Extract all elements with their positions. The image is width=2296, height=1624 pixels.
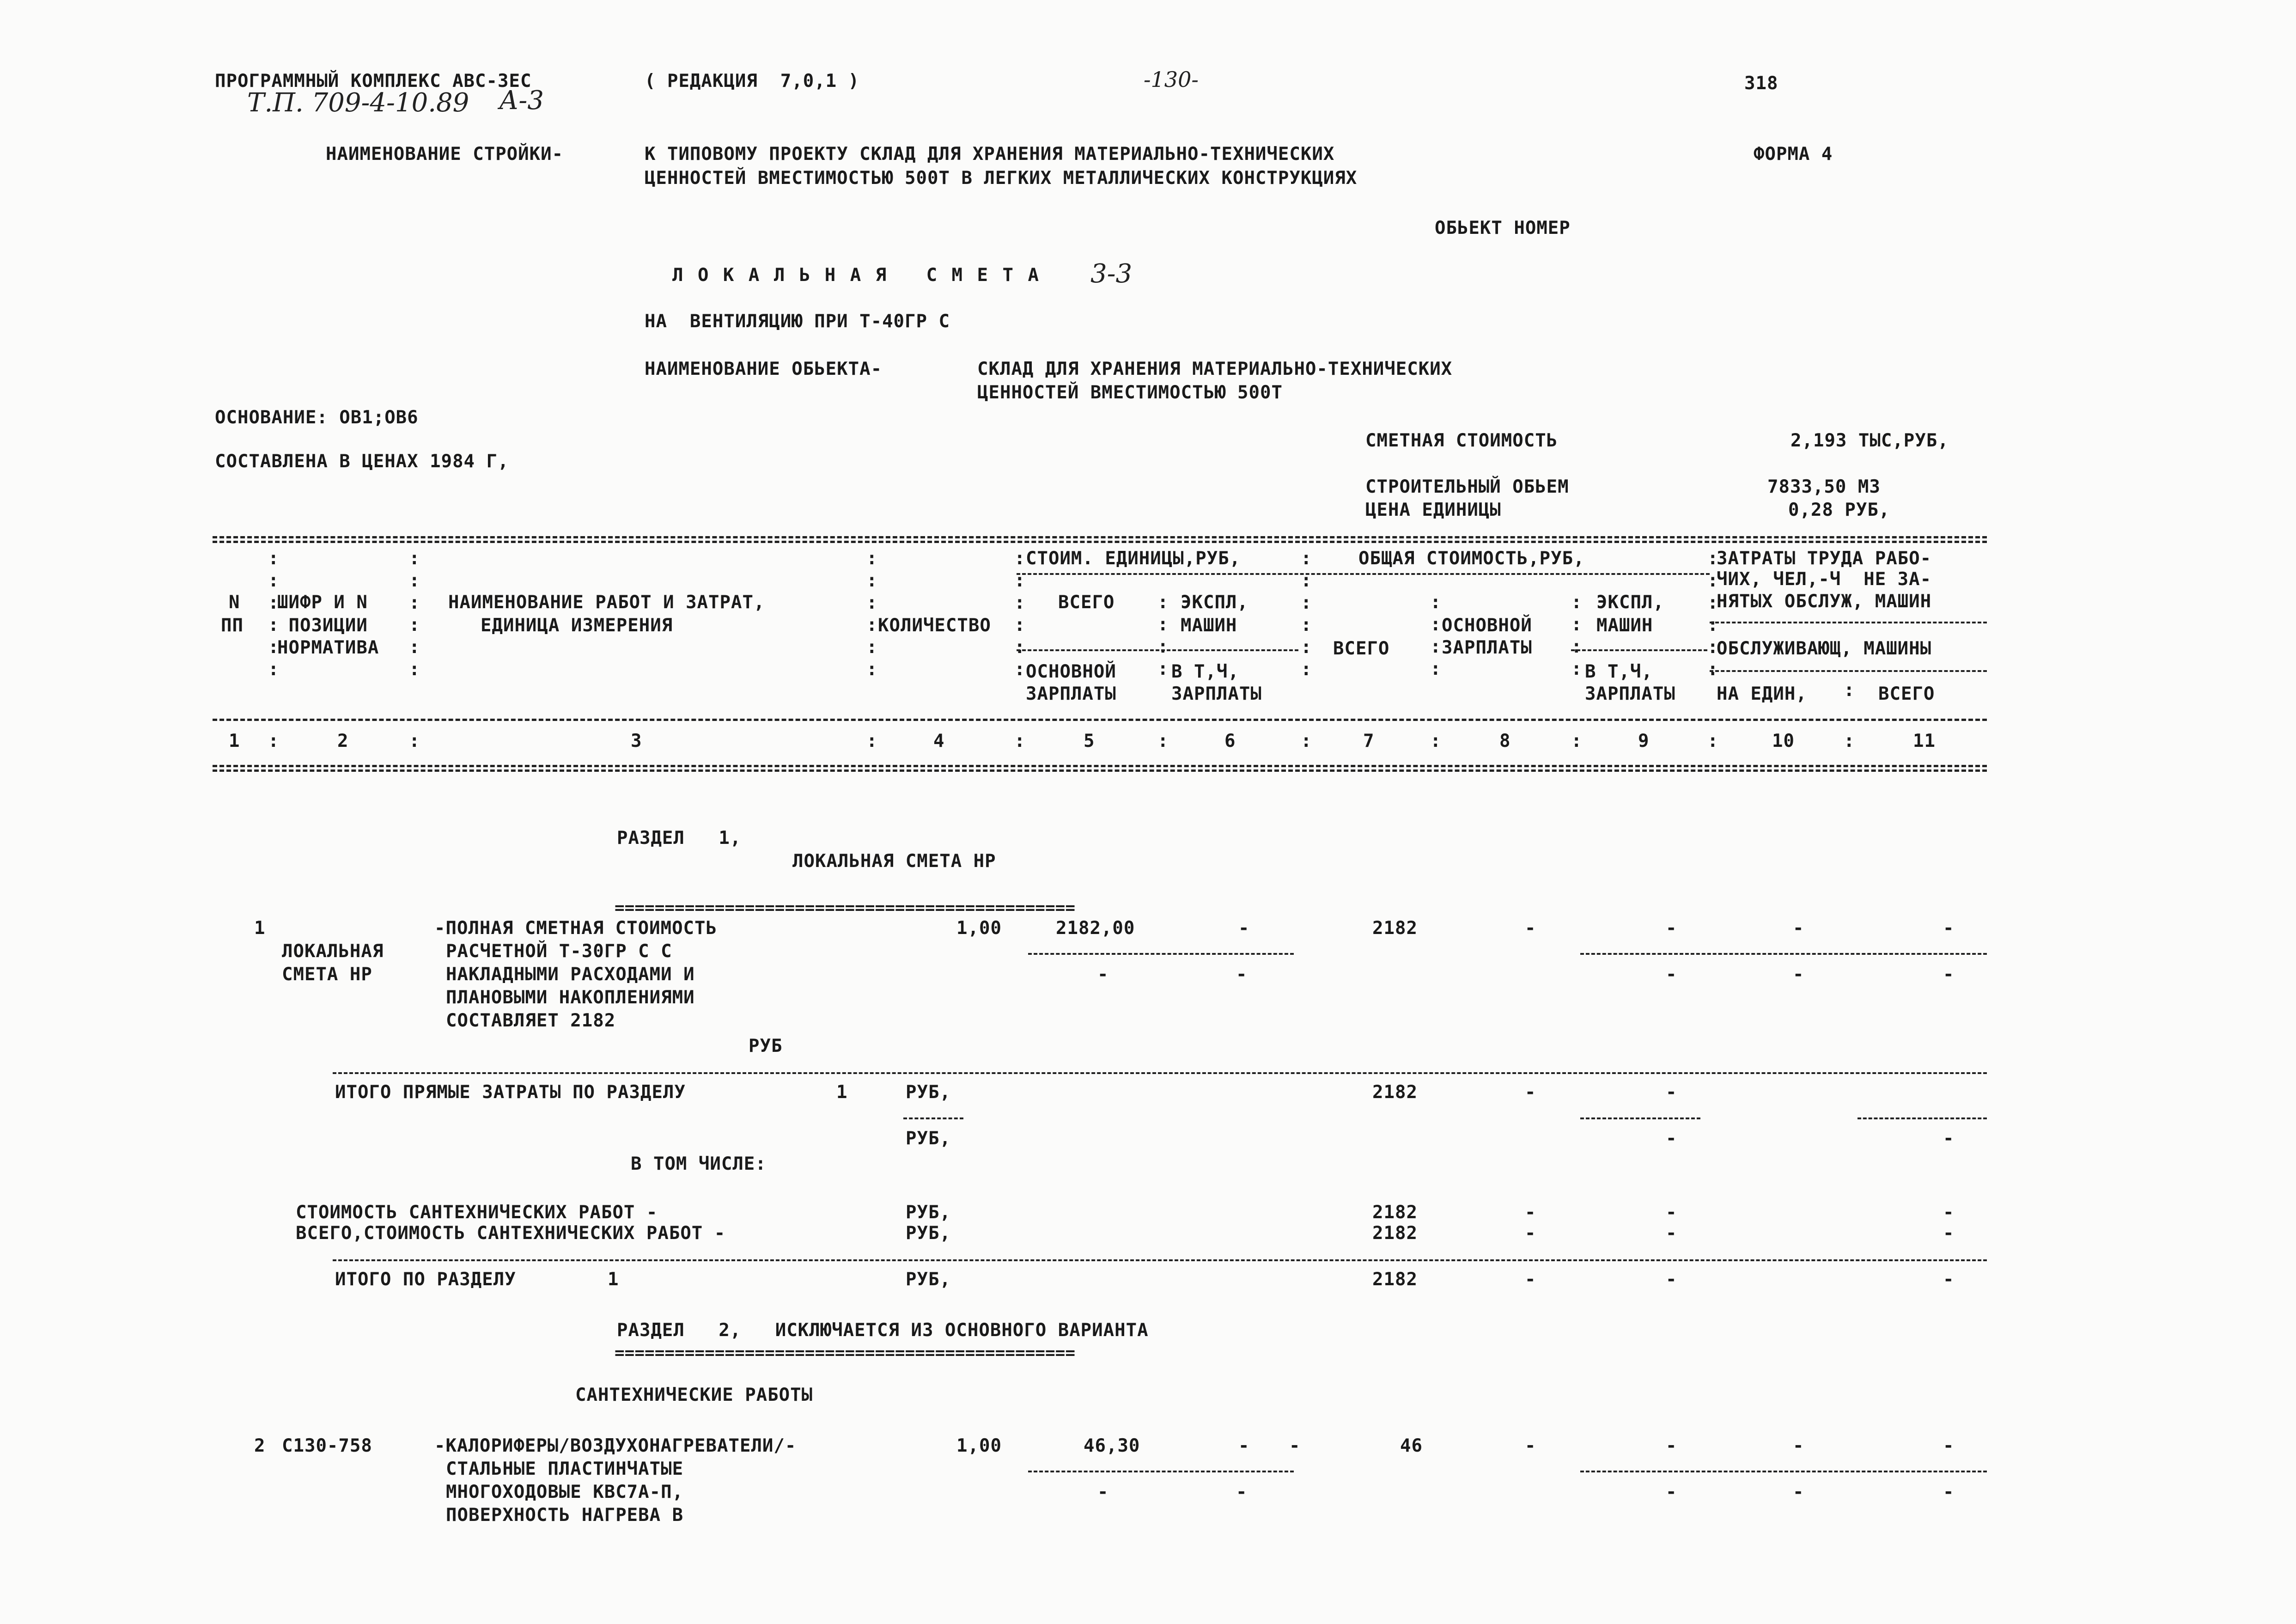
col-sep: : [1844,731,1855,751]
row1-dash: - [1525,918,1536,939]
head-col3-b: ЕДИНИЦА ИЗМЕРЕНИЯ [481,615,673,636]
head-col1-a: N [229,592,240,613]
col-number: 4 [933,731,945,751]
unit-price-value: 0,28 РУБ, [1788,500,1890,520]
head-sub-rule-3 [1710,670,1987,672]
sanit-dash: - [1525,1202,1536,1223]
row2-total: 46 [1400,1435,1423,1456]
head-col2-a: ШИФР И N [277,592,368,613]
object-line-1: СКЛАД ДЛЯ ХРАНЕНИЯ МАТЕРИАЛЬНО-ТЕХНИЧЕСКИХ [977,359,1453,379]
col-numbers-rule-2 [213,769,1987,772]
head-labor-b: ЧИХ, ЧЕЛ,-Ч НЕ ЗА- [1717,569,1932,590]
col-sep: : [1571,731,1582,751]
row2-dash: - [1289,1435,1301,1456]
head-labor-c: НЯТЫХ ОБСЛУЖ, МАШИН [1717,591,1932,612]
table-top-rule-2 [213,541,1987,543]
total-direct-dash: - [1666,1082,1677,1103]
col-sep: : : : : : : [1707,548,1718,680]
col-sep: : : : : [1571,592,1582,679]
col-sep: : [409,731,420,751]
sanit-all-value: 2182 [1372,1223,1418,1244]
row1-total: 2182 [1372,918,1418,939]
sanit-value: 2182 [1372,1202,1418,1223]
head-col3-a: НАИМЕНОВАНИЕ РАБОТ И ЗАТРАТ, [448,592,765,613]
cost-label: СМЕТНАЯ СТОИМОСТЬ [1365,430,1558,451]
head-labor-unit: НА ЕДИН, [1717,684,1807,704]
section1-total-dash: - [1525,1269,1536,1290]
row2-number: 2 [254,1435,266,1456]
section1-double-rule: ============================================== [615,898,1075,917]
head-total-cost: ОБЩАЯ СТОИМОСТЬ,РУБ, [1358,548,1585,569]
total-direct-dash: - [1525,1082,1536,1103]
head-labor-d: ОБСЛУЖИВАЮЩ, МАШИНЫ [1717,638,1932,659]
program-name: ПРОГРАММНЫЙ КОМПЛЕКС АВС-3ЕС [215,71,532,92]
row1-dash: - [1666,964,1677,985]
row2-dash: - [1793,1435,1804,1456]
row1-dash: - [1238,918,1250,939]
section1-title: РАЗДЕЛ 1, [617,828,742,849]
construction-line-1: К ТИПОВОМУ ПРОЕКТУ СКЛАД ДЛЯ ХРАНЕНИЯ МАТЕРИАЛЬНО-ТЕХНИЧЕСКИХ [645,144,1335,165]
head-total-all: ВСЕГО [1333,638,1390,659]
row1-desc-3: НАКЛАДНЫМИ РАСХОДАМИ И [446,964,695,985]
head-unit-incl-a: В Т,Ч, [1171,661,1239,682]
total-direct-rule-2 [1580,1117,1700,1119]
col-sep: : [1844,680,1855,701]
total-direct-label: ИТОГО ПРЯМЫЕ ЗАТРАТЫ ПО РАЗДЕЛУ [335,1082,686,1103]
head-total-expl-b: МАШИН [1596,615,1653,636]
row1-dash: - [1666,918,1677,939]
col-sep: : [1301,731,1312,751]
row1-number: 1 [254,918,266,939]
total-direct-rub: РУБ, [906,1082,951,1103]
row2-unit-price: 46,30 [1084,1435,1140,1456]
head-col2-c: НОРМАТИВА [277,637,379,658]
col-sep: : : : : [1157,592,1169,679]
total-direct-rule-1 [903,1117,963,1119]
sanit-all-dash: - [1943,1223,1955,1244]
total-direct-dash: - [1943,1128,1955,1149]
head-labor-total: ВСЕГО [1878,684,1935,704]
volume-value: 7833,50 М3 [1767,476,1881,497]
row1-code-2: СМЕТА НР [282,964,372,985]
col-sep: : [866,731,877,751]
head-unit-expl-a: ЭКСПЛ, [1181,592,1248,613]
col-number: 11 [1913,731,1936,751]
object-label: НАИМЕНОВАНИЕ ОБЬЕКТА- [645,359,883,379]
total-direct-value: 2182 [1372,1082,1418,1103]
object-line-2: ЦЕННОСТЕЙ ВМЕСТИМОСТЬЮ 500Т [977,382,1283,403]
row1-qty: 1,00 [956,918,1002,939]
head-total-expl-a: ЭКСПЛ, [1596,592,1664,613]
section2-title: РАЗДЕЛ 2, ИСКЛЮЧАЕТСЯ ИЗ ОСНОВНОГО ВАРИАНТА [617,1320,1149,1341]
sanit-dash: - [1943,1202,1955,1223]
col-number: 2 [337,731,349,751]
total-direct-dash: - [1666,1128,1677,1149]
total-direct-section: 1 [836,1082,848,1103]
row1-desc-5: СОСТАВЛЯЕТ 2182 [446,1010,616,1031]
col-number: 8 [1499,731,1511,751]
sanit-all-dash: - [1525,1223,1536,1244]
construction-label: НАИМЕНОВАНИЕ СТРОЙКИ- [326,144,564,165]
head-unit-incl-b: ЗАРПЛАТЫ [1171,684,1262,704]
row1-dash: - [1236,964,1248,985]
section1-total-section: 1 [608,1269,619,1290]
row1-rule-right [1580,953,1987,955]
price-base: СОСТАВЛЕНА В ЦЕНАХ 1984 Г, [215,451,509,472]
row2-desc-1: -КАЛОРИФЕРЫ/ВОЗДУХОНАГРЕВАТЕЛИ/- [434,1435,797,1456]
project-code-handwritten: Т.П. 709-4-10.89 [247,88,469,118]
row2-dash: - [1943,1482,1955,1502]
col-number: 7 [1363,731,1375,751]
head-total-incl-b: ЗАРПЛАТЫ [1585,684,1675,704]
section1-total-rub: РУБ, [906,1269,951,1290]
object-number: ОБЬЕКТ НОМЕР [1435,218,1571,238]
row1-dash: - [1793,918,1804,939]
section1-total-dash: - [1666,1269,1677,1290]
head-total-base-b: ЗАРПЛАТЫ [1442,637,1532,658]
sanit-all-label: ВСЕГО,СТОИМОСТЬ САНТЕХНИЧЕСКИХ РАБОТ - [296,1223,726,1244]
head-sub-rule [1017,573,1710,575]
row2-dash: - [1238,1435,1250,1456]
estimate-subject: НА ВЕНТИЛЯЦИЮ ПРИ Т-40ГР С [645,311,950,332]
total-direct-rub-2: РУБ, [906,1128,951,1149]
row2-dash: - [1525,1435,1536,1456]
including-label: В ТОМ ЧИСЛЕ: [631,1154,767,1174]
head-unit-rule [1017,649,1298,651]
unit-price-label: ЦЕНА ЕДИНИЦЫ [1365,500,1501,520]
head-unit-cost: СТОИМ. ЕДИНИЦЫ,РУБ, [1026,548,1241,569]
construction-line-2: ЦЕННОСТЕЙ ВМЕСТИМОСТЬЮ 500Т В ЛЕГКИХ МЕТАЛЛИЧЕСКИХ КОНСТРУКЦИЯХ [645,168,1358,189]
row1-unit: РУБ [749,1036,783,1056]
col-sep: : [1014,731,1025,751]
row2-code: С130-758 [282,1435,372,1456]
col-number: 5 [1084,731,1095,751]
col-sep: : : : : [1430,592,1441,679]
head-total-base-a: ОСНОВНОЙ [1442,615,1532,636]
col-sep: : : : : : : [1301,548,1312,680]
head-sub-rule-2 [1710,622,1987,623]
col-number: 6 [1224,731,1236,751]
edition: ( РЕДАКЦИЯ 7,0,1 ) [645,71,860,92]
estimate-number-handwritten: 3-3 [1090,259,1133,289]
row2-dash: - [1793,1482,1804,1502]
sanit-all-rub: РУБ, [906,1223,951,1244]
row2-desc-4: ПОВЕРХНОСТЬ НАГРЕВА В [446,1505,684,1526]
col-numbers-rule [213,765,1987,767]
sheet-number: 318 [1744,73,1778,94]
sanit-dash: - [1666,1202,1677,1223]
basis: ОСНОВАНИЕ: ОВ1;ОВ6 [215,407,419,428]
head-unit-all: ВСЕГО [1058,592,1115,613]
col-number: 9 [1638,731,1650,751]
head-unit-base-b: ЗАРПЛАТЫ [1026,684,1116,704]
head-labor-a: ЗАТРАТЫ ТРУДА РАБО- [1717,548,1932,569]
album-handwritten: А-3 [499,85,544,116]
col-sep: : : : : : : [866,548,877,680]
row1-code-1: ЛОКАЛЬНАЯ [282,941,384,962]
head-unit-expl-b: МАШИН [1181,615,1237,636]
sanit-rub: РУБ, [906,1202,951,1223]
head-col4: КОЛИЧЕСТВО [878,615,991,636]
row1-desc-2: РАСЧЕТНОЙ Т-30ГР С С [446,941,672,962]
col-sep: : [1707,731,1718,751]
col-number: 3 [631,731,642,751]
section1-total-label: ИТОГО ПО РАЗДЕЛУ [335,1269,516,1290]
row1-unit-price: 2182,00 [1056,918,1135,939]
section1-total-dash: - [1943,1269,1955,1290]
row1-desc-4: ПЛАНОВЫМИ НАКОПЛЕНИЯМИ [446,987,695,1008]
head-unit-base-a: ОСНОВНОЙ [1026,661,1116,682]
row1-rule [1028,953,1294,955]
row2-dash: - [1666,1482,1677,1502]
row2-dash: - [1236,1482,1248,1502]
row2-qty: 1,00 [956,1435,1002,1456]
col-number: 10 [1772,731,1795,751]
row1-dash: - [1793,964,1804,985]
row2-dash: - [1097,1482,1109,1502]
form-number: ФОРМА 4 [1754,144,1833,165]
row1-dash: - [1943,964,1955,985]
section1-total-value: 2182 [1372,1269,1418,1290]
head-total-incl-a: В Т,Ч, [1585,661,1653,682]
row2-desc-2: СТАЛЬНЫЕ ПЛАСТИНЧАТЫЕ [446,1459,684,1479]
page-mark: -130- [1144,67,1199,92]
volume-label: СТРОИТЕЛЬНЫЙ ОБЬЕМ [1365,476,1569,497]
section2-subtitle: САНТЕХНИЧЕСКИЕ РАБОТЫ [575,1385,813,1405]
table-top-rule [213,536,1987,538]
row2-rule-right [1580,1471,1987,1472]
row2-rule [1028,1471,1294,1472]
row1-dash: - [1943,918,1955,939]
col-sep: : : : : : : [409,548,420,680]
row2-desc-3: МНОГОХОДОВЫЕ КВС7А-П, [446,1482,684,1502]
section2-double-rule: ============================================== [615,1343,1075,1362]
row1-dash: - [1097,964,1109,985]
cost-value: 2,193 ТЫС,РУБ, [1791,430,1949,451]
section1-total-rule [333,1259,1987,1261]
sanit-label: СТОИМОСТЬ САНТЕХНИЧЕСКИХ РАБОТ - [296,1202,658,1223]
col-number: 1 [229,731,240,751]
row2-dash: - [1666,1435,1677,1456]
head-col1-b: ПП [221,615,244,636]
col-sep: : [1430,731,1441,751]
col-sep: : [268,731,279,751]
col-sep: : [1157,731,1169,751]
head-total-rule [1571,649,1707,651]
total-direct-rule-3 [1858,1117,1987,1119]
sanit-all-dash: - [1666,1223,1677,1244]
col-sep: : : : : : : [1014,548,1025,680]
head-col2-b: ПОЗИЦИИ [277,615,368,636]
estimate-title: Л О К А Л Ь Н А Я С М Е Т А [672,265,1041,286]
row1-desc-1: -ПОЛНАЯ СМЕТНАЯ СТОИМОСТЬ [434,918,717,939]
row2-dash: - [1943,1435,1955,1456]
section1-subtitle: ЛОКАЛЬНАЯ СМЕТА НР [792,851,996,872]
section1-total-top-rule [333,1072,1987,1074]
col-sep: : : : : : : [268,548,279,680]
head-bottom-rule [213,719,1987,721]
